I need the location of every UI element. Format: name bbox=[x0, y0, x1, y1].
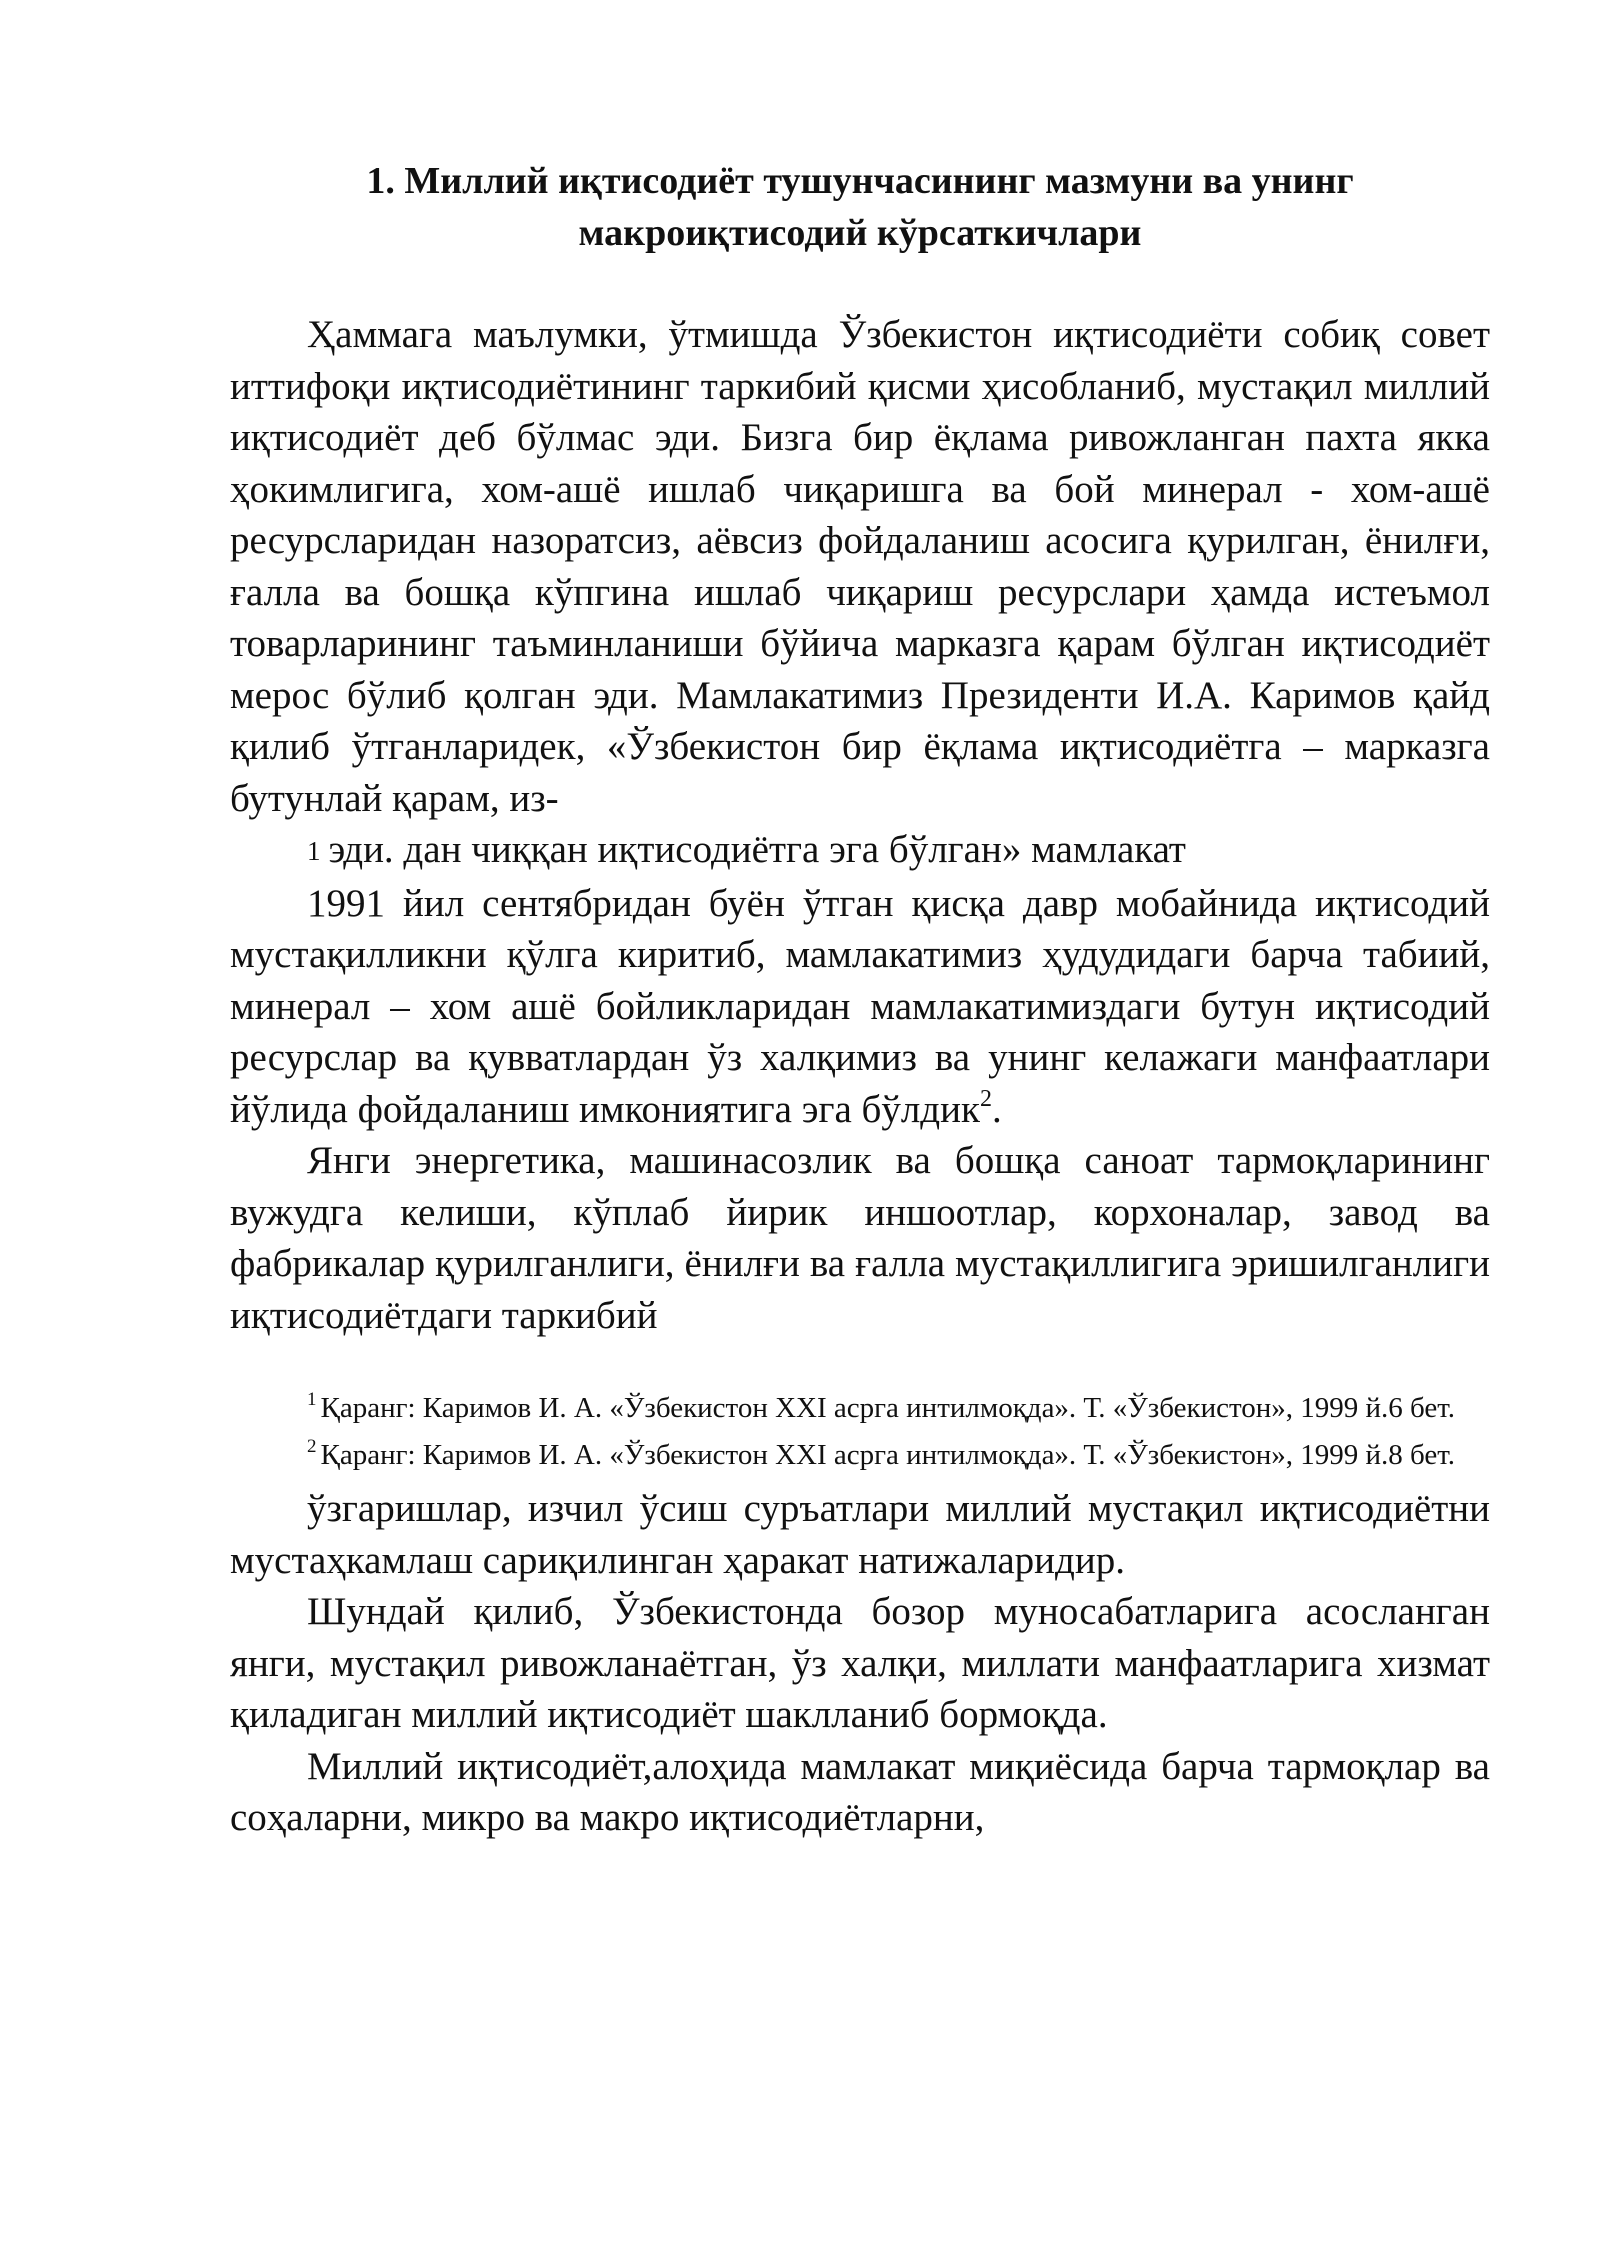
footnote-1 bbox=[230, 1389, 1490, 1428]
paragraph-2-end: . bbox=[991, 1087, 1002, 1131]
chapter-title-line-2: макроиқтисодий кўрсаткичлари bbox=[578, 212, 1142, 254]
footnotes-section bbox=[230, 1389, 1490, 1475]
chapter-title bbox=[230, 155, 1490, 259]
paragraph-6: Миллий иқтисодиёт,алоҳида мамлакат миқиёсида барча тармоқлар ва соҳаларни, микро ва макро иқтисодиётларни, bbox=[230, 1744, 1490, 1839]
footnote-reference-2: 2 bbox=[979, 1085, 992, 1112]
paragraph-2-text: 1991 йил сентябридан буён ўтган қисқа давр мобайнида иқтисодий мустақилликни қўлга киритиб, мамлакатимиз ҳудудидаги барча табиий, минерал – хом ашё бойликларидан мамлакатимиздаги бутун иқтисодий ресурслар ва қувватлардан ўз халқимиз ва унинг келажаги манфаатлари йўлида фойдаланиш имкониятига эга бўлдик bbox=[230, 881, 1490, 1131]
footnote-marker-line-text: эди. дан чиққан иқтисодиётга эга бўлган» мамлакат bbox=[328, 828, 1186, 871]
paragraph-4: ўзгаришлар, изчил ўсиш суръатлари миллий мустақил иқтисодиётни мустаҳкамлаш сариқилинган ҳаракат натижаларидир. bbox=[230, 1487, 1490, 1582]
paragraph-3: Янги энергетика, машинасозлик ва бошқа саноат тармоқларининг вужудга келиши, кўплаб йирик иншоотлар, корхоналар, завод ва фабрикалар қурилганлиги, ёнилғи ва ғалла мустақиллигига эришилганлиги иқтисодиётдаги таркибий bbox=[230, 1139, 1490, 1337]
footnote-marker-line bbox=[230, 824, 1490, 878]
footnote-1-number: 1 bbox=[307, 1389, 317, 1410]
footnote-2-text: Қаранг: Каримов И. А. «Ўзбекистон XXI асрга интилмоқда». Т. «Ўзбекистон», 1999 й.8 бет. bbox=[320, 1439, 1456, 1471]
footnote-2-number: 2 bbox=[307, 1436, 317, 1457]
footnote-1-text: Қаранг: Каримов И. А. «Ўзбекистон XXI асрга интилмоқда». Т. «Ўзбекистон», 1999 й.6 бет. bbox=[320, 1392, 1456, 1424]
chapter-title-line-1: 1. Миллий иқтисодиёт тушунчасининг мазмуни ва унинг bbox=[366, 160, 1354, 202]
footnote-2 bbox=[230, 1436, 1490, 1475]
paragraph-1: Ҳаммага маълумки, ўтмишда Ўзбекистон иқтисодиёти собиқ совет иттифоқи иқтисодиётининг таркибий қисми ҳисобланиб, мустақил миллий иқтисодиёт деб бўлмас эди. Бизга бир ёқлама ривожланган пахта якка ҳокимлигига, хом-ашё ишлаб чиқаришга ва бой минерал - хом-ашё ресурсларидан назоратсиз, аёвсиз фойдаланиш асосига қурилган, ёнилғи, ғалла ва бошқа кўпгина ишлаб чиқариш ресурслари ҳамда истеъмол товарларининг таъминланиши бўйича марказга қарам бўлган иқтисодиёт мерос бўлиб қолган эди. Мамлакатимиз Президенти И.А. Каримов қайд қилиб ўтганларидек, «Ўзбекистон бир ёқлама иқтисодиётга – марказга бутунлай қарам, из- bbox=[230, 313, 1490, 820]
document-page bbox=[230, 155, 1490, 1844]
paragraph-5: Шундай қилиб, Ўзбекистонда бозор муносабатларига асосланган янги, мустақил ривожланаётган, ўз халқи, миллати манфаатларига хизмат қиладиган миллий иқтисодиёт шаклланиб бормоқда. bbox=[230, 1590, 1490, 1736]
footnote-marker-number: 1 bbox=[307, 836, 321, 866]
paragraph-2 bbox=[230, 878, 1490, 1136]
